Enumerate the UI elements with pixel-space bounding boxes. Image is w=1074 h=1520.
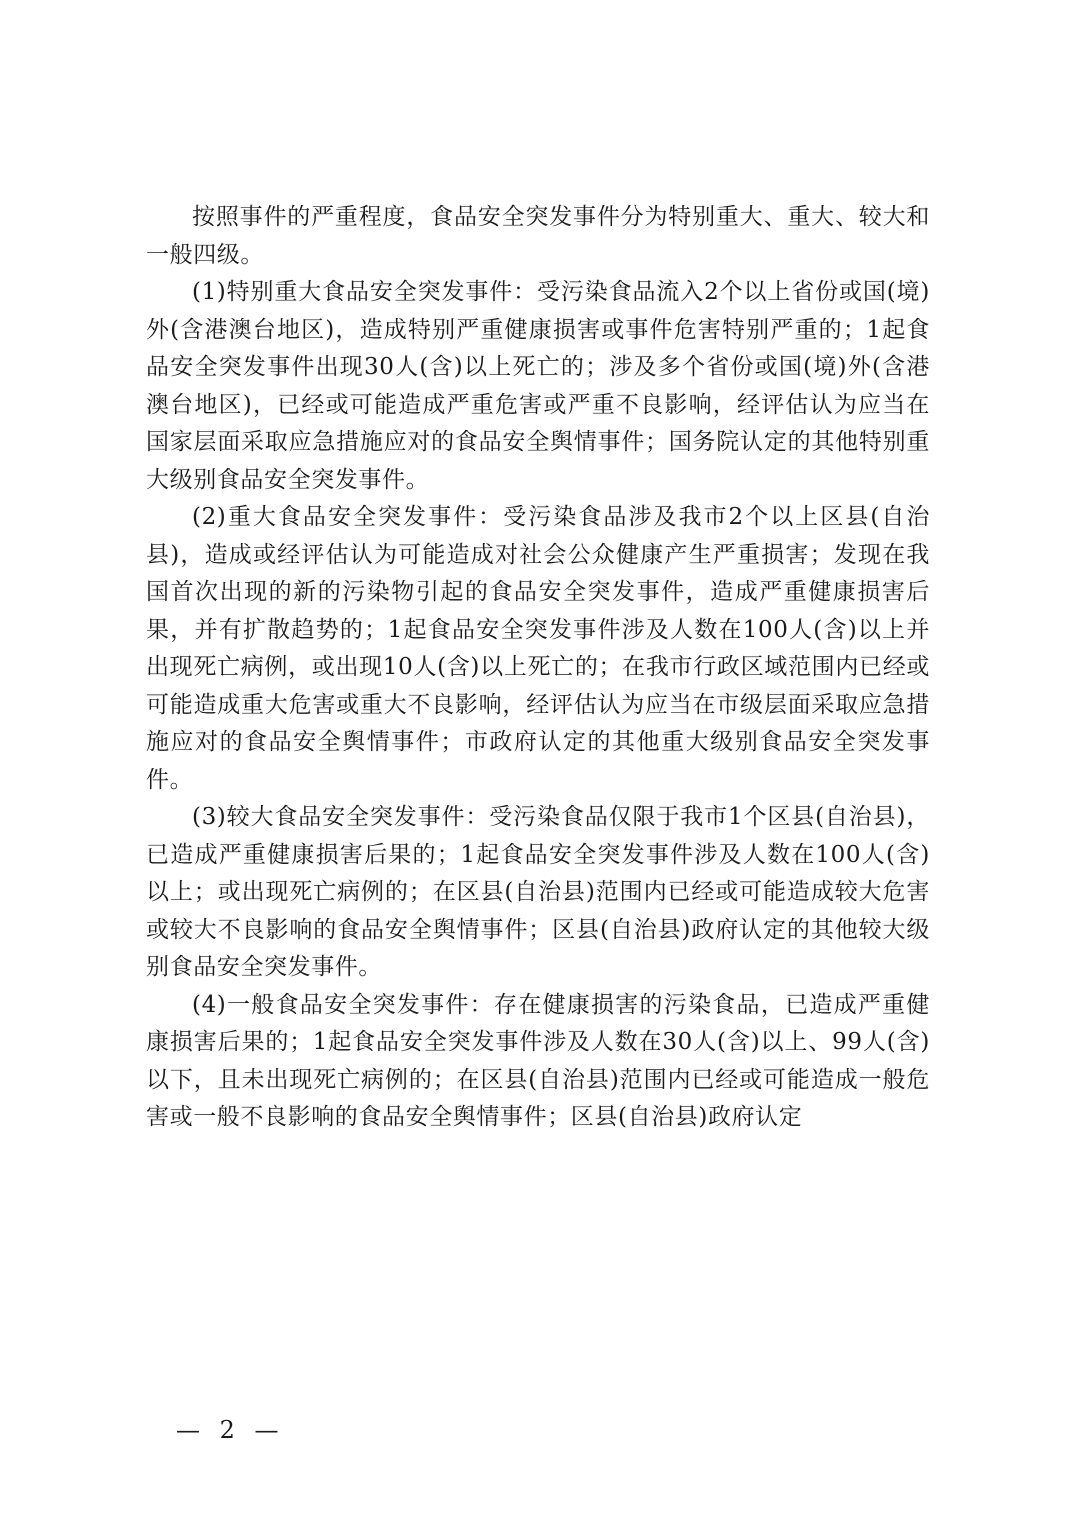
body-text — [146, 199, 930, 1137]
page-number: — 2 — — [176, 1416, 285, 1444]
paragraph-level-2: (2)重大食品安全突发事件：受污染食品涉及我市2个以上区县(自治县)，造成或经评估认为可能造成对社会公众健康产生严重损害；发现在我国首次出现的新的污染物引起的食品安全突发事件，造成严重健康损害后果，并有扩散趋势的；1起食品安全突发事件涉及人数在100人(含)以上并出现死亡病例，或出现10人(含)以上死亡的；在我市行政区域范围内已经或可能造成重大危害或重大不良影响，经评估认为应当在市级层面采取应急措施应对的食品安全舆情事件；市政府认定的其他重大级别食品安全突发事件。 — [146, 504, 930, 793]
paragraph-level-1: (1)特别重大食品安全突发事件：受污染食品流入2个以上省份或国(境)外(含港澳台地区)，造成特别严重健康损害或事件危害特别严重的；1起食品安全突发事件出现30人(含)以上死亡的；涉及多个省份或国(境)外(含港澳台地区)，已经或可能造成严重危害或严重不良影响，经评估认为应当在国家层面采取应急措施应对的食品安全舆情事件；国务院认定的其他特别重大级别食品安全突发事件。 — [146, 279, 930, 493]
paragraph-level-3: (3)较大食品安全突发事件：受污染食品仅限于我市1个区县(自治县)，已造成严重健康损害后果的；1起食品安全突发事件涉及人数在100人(含)以上；或出现死亡病例的；在区县(自治县)范围内已经或可能造成较大危害或较大不良影响的食品安全舆情事件；区县(自治县)政府认定的其他较大级别食品安全突发事件。 — [146, 804, 930, 980]
paragraph-intro: 按照事件的严重程度，食品安全突发事件分为特别重大、重大、较大和一般四级。 — [146, 204, 930, 268]
paragraph-level-4: (4)一般食品安全突发事件：存在健康损害的污染食品，已造成严重健康损害后果的；1起食品安全突发事件涉及人数在30人(含)以上、99人(含)以下，且未出现死亡病例的；在区县(自治县)范围内已经或可能造成一般危害或一般不良影响的食品安全舆情事件；区县(自治县)政府认定 — [146, 991, 930, 1130]
